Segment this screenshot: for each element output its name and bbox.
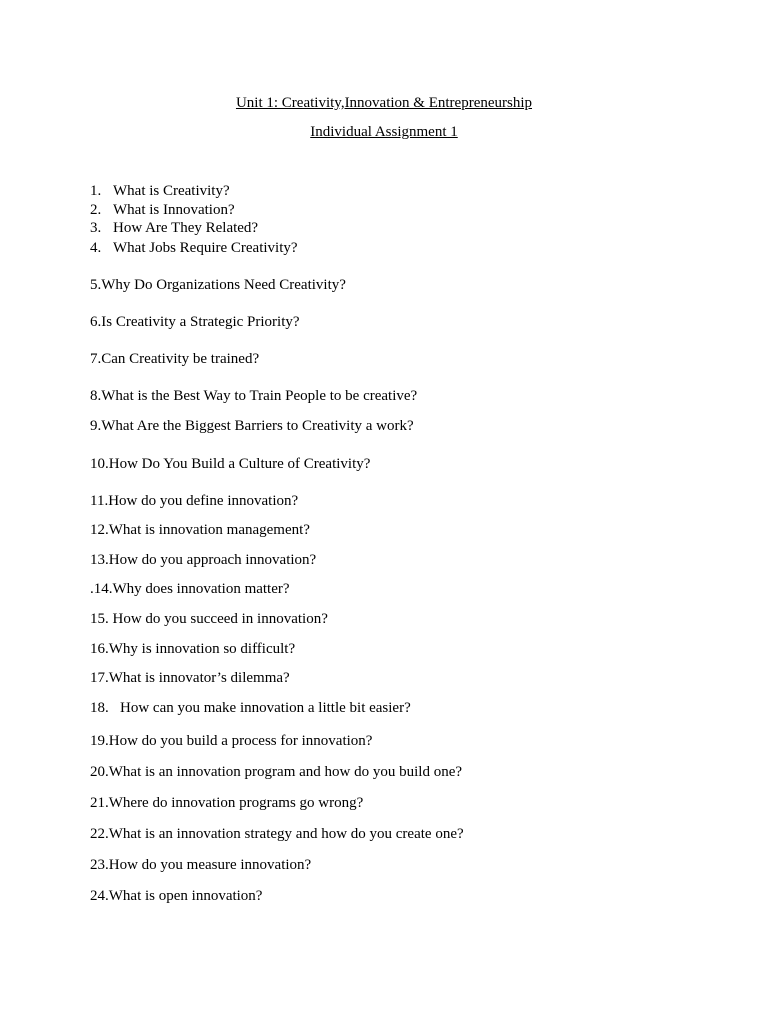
question-line: 10.How Do You Build a Culture of Creativity? — [90, 456, 371, 472]
question-line: 22.What is an innovation strategy and how do you create one? — [90, 826, 464, 842]
list-item-number: 3. — [90, 220, 102, 236]
question-line: 15. How do you succeed in innovation? — [90, 611, 328, 627]
list-item-text: What is Innovation? — [113, 202, 235, 218]
document-heading: Unit 1: Creativity,Innovation & Entrepreneurship — [235, 95, 533, 111]
list-item — [90, 219, 258, 237]
question-line: 19.How do you build a process for innovation? — [90, 733, 373, 749]
question-line: 17.What is innovator’s dilemma? — [90, 670, 290, 686]
list-item-text: What Jobs Require Creativity? — [113, 240, 298, 256]
list-item — [90, 182, 230, 200]
question-line: 18. How can you make innovation a little bit easier? — [90, 700, 411, 716]
question-line: 13.How do you approach innovation? — [90, 552, 317, 568]
question-line: 21.Where do innovation programs go wrong? — [90, 795, 364, 811]
list-item-number: 1. — [90, 183, 102, 199]
question-line: .14.Why does innovation matter? — [90, 581, 290, 597]
list-item — [90, 239, 298, 257]
question-line: 9.What Are the Biggest Barriers to Creativity a work? — [90, 418, 414, 434]
question-line: 12.What is innovation management? — [90, 522, 310, 538]
list-item-text: What is Creativity? — [113, 183, 230, 199]
question-line: 16.Why is innovation so difficult? — [90, 641, 296, 657]
question-line: 5.Why Do Organizations Need Creativity? — [90, 277, 346, 293]
question-line: 24.What is open innovation? — [90, 888, 263, 904]
list-item-text: How Are They Related? — [113, 220, 259, 236]
document-subheading: Individual Assignment 1 — [310, 124, 458, 140]
question-line: 23.How do you measure innovation? — [90, 857, 312, 873]
question-line: 7.Can Creativity be trained? — [90, 351, 260, 367]
list-item — [90, 201, 235, 219]
question-line: 8.What is the Best Way to Train People to be creative? — [90, 388, 418, 404]
list-item-number: 4. — [90, 240, 102, 256]
list-item-number: 2. — [90, 202, 102, 218]
question-line: 11.How do you define innovation? — [90, 493, 299, 509]
question-line: 6.Is Creativity a Strategic Priority? — [90, 314, 300, 330]
question-line: 20.What is an innovation program and how do you build one? — [90, 764, 463, 780]
